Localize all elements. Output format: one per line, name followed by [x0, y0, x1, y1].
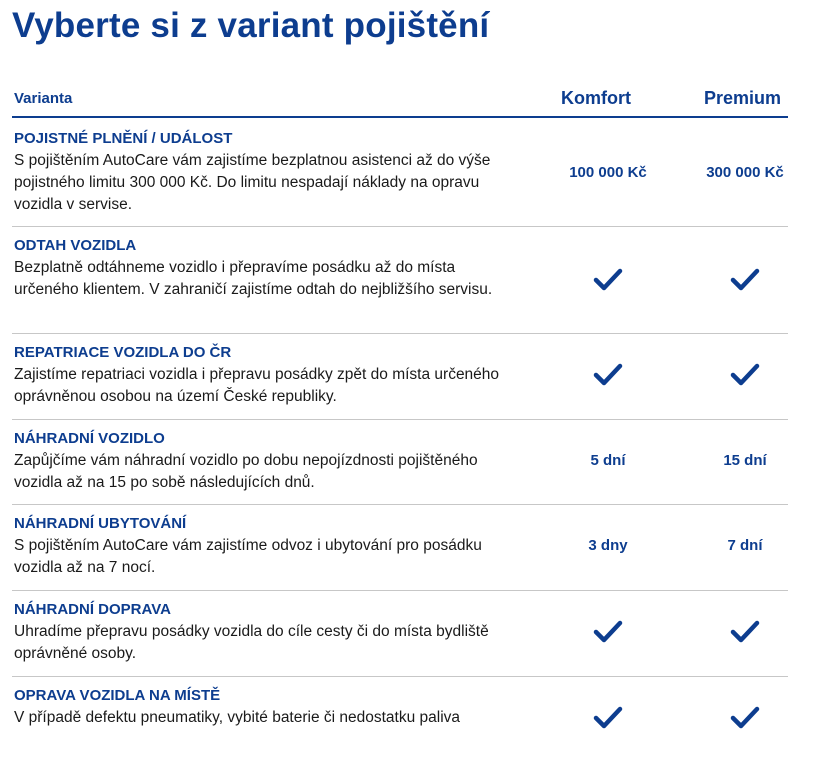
table-row [12, 591, 788, 677]
check-icon [700, 267, 790, 293]
row-title: POJISTNÉ PLNĚNÍ / UDÁLOST [14, 130, 233, 147]
table-row [12, 334, 788, 420]
table-row [12, 420, 788, 505]
check-icon [568, 362, 648, 388]
check-icon [700, 362, 790, 388]
row-description: Uhradíme přepravu posádky vozidla do cíle cesty či do místa bydliště oprávněné osoby. [14, 623, 489, 662]
page-title: Vyberte si z variant pojištění [12, 6, 490, 45]
row-description: S pojištěním AutoCare vám zajistíme bezplatnou asistenci až do výše pojistného limitu 300 000 Kč. Do limitu nespadají náklady na opravu vozidla v servise. [14, 152, 491, 213]
row-title: NÁHRADNÍ VOZIDLO [14, 430, 165, 447]
table-row [12, 227, 788, 334]
check-icon [568, 619, 648, 645]
premium-value: 300 000 Kč [706, 164, 784, 181]
row-description: Zajistíme repatriaci vozidla i přepravu posádky zpět do místa určeného oprávněnou osobou na území České republiky. [14, 366, 500, 405]
row-description: Zapůjčíme vám náhradní vozidlo po dobu nepojízdnosti pojištěného vozidla až na 15 po sobě následujících dnů. [14, 452, 478, 491]
premium-value: 15 dní [723, 452, 767, 469]
komfort-value: 100 000 Kč [569, 164, 647, 181]
check-icon [568, 267, 648, 293]
column-header-komfort: Komfort [561, 88, 631, 108]
row-title: NÁHRADNÍ UBYTOVÁNÍ [14, 515, 187, 532]
table-row [12, 120, 788, 227]
row-title: REPATRIACE VOZIDLA DO ČR [14, 344, 232, 361]
check-icon [568, 705, 648, 731]
table-header [12, 86, 788, 118]
column-header-premium: Premium [704, 88, 782, 108]
column-header-variant: Varianta [14, 90, 73, 107]
premium-value: 7 dní [727, 537, 763, 554]
komfort-value: 3 dny [588, 537, 628, 554]
table-row [12, 677, 788, 757]
row-title: NÁHRADNÍ DOPRAVA [14, 601, 171, 618]
check-icon [700, 619, 790, 645]
row-title: ODTAH VOZIDLA [14, 237, 137, 254]
row-description: Bezplatně odtáhneme vozidlo i přepravíme posádku až do místa určeného klientem. V zahraničí zajistíme odtah do nejbližšího servisu. [14, 259, 493, 298]
check-icon [700, 705, 790, 731]
table-row [12, 505, 788, 591]
row-title: OPRAVA VOZIDLA NA MÍSTĚ [14, 687, 221, 704]
row-description: V případě defektu pneumatiky, vybité baterie či nedostatku paliva [14, 709, 461, 726]
row-description: S pojištěním AutoCare vám zajistíme odvoz i ubytování pro posádku vozidla až na 7 nocí. [14, 537, 482, 576]
komfort-value: 5 dní [590, 452, 626, 469]
